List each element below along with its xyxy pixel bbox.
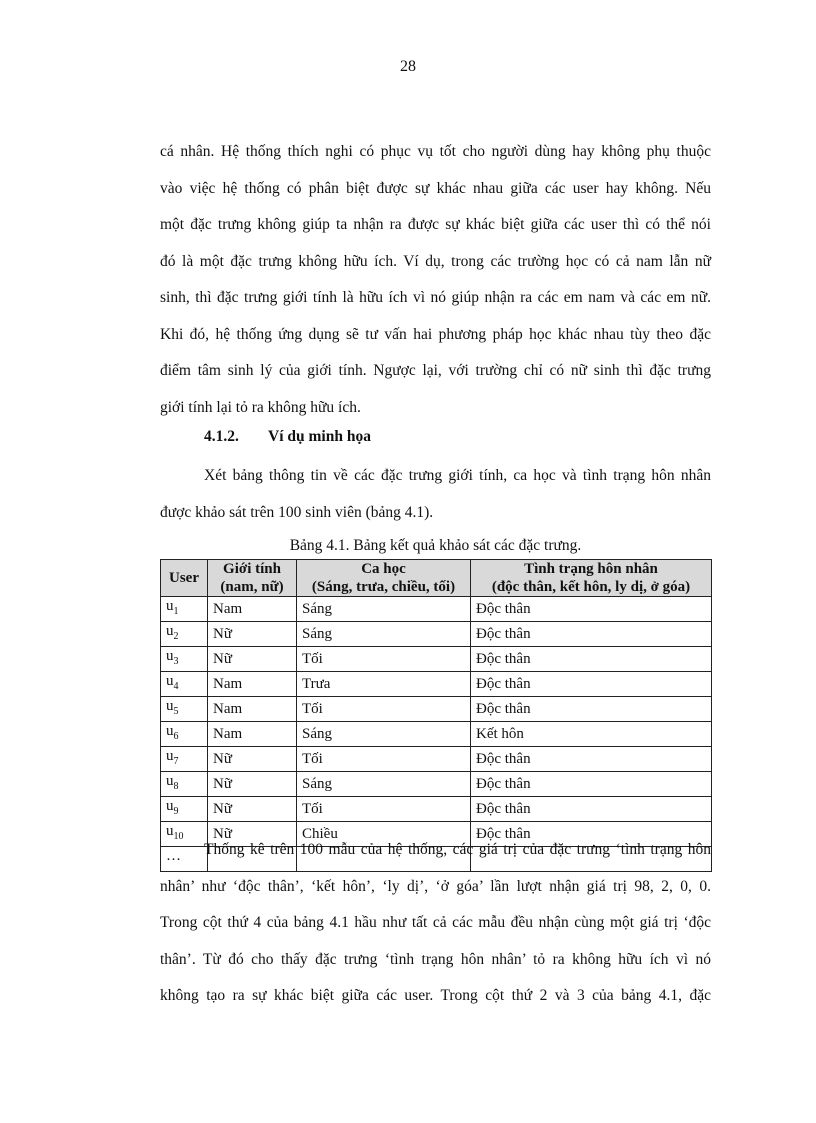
cell-user: $u_6$ xyxy=(161,722,208,747)
cell-user: $u_5$ xyxy=(161,697,208,722)
table-row xyxy=(161,647,712,672)
table-row xyxy=(161,747,712,772)
cell-marital-status: Độc thân xyxy=(471,622,712,647)
paragraph-1 xyxy=(160,134,711,426)
text-line: Khi đó, hệ thống ứng dụng sẽ tư vấn hai phương pháp học khác nhau tùy theo đặc xyxy=(160,325,711,343)
text-line: sinh, thì đặc trưng giới tính là hữu ích vì nó giúp nhận ra các em nam và các em nữ. xyxy=(160,289,711,306)
section-heading xyxy=(204,428,371,446)
cell-shift: Sáng xyxy=(297,772,471,797)
cell-gender: Nam xyxy=(208,722,297,747)
cell-user: $u_3$ xyxy=(161,647,208,672)
text-line: không tạo ra sự khác biệt giữa các user. Trong cột thứ 2 và 3 của bảng 4.1, đặc xyxy=(160,987,711,1004)
header-user: User xyxy=(161,560,208,597)
cell-gender: Nữ xyxy=(208,647,297,672)
cell-user: $u_4$ xyxy=(161,672,208,697)
cell-marital-status: Kết hôn xyxy=(471,722,712,747)
header-shift: Ca học (Sáng, trưa, chiều, tối) xyxy=(297,560,471,597)
cell-shift: Tối xyxy=(297,797,471,822)
table-row xyxy=(161,797,712,822)
table-row xyxy=(161,722,712,747)
cell-shift: Sáng xyxy=(297,622,471,647)
cell-user: … xyxy=(161,847,208,872)
table-row xyxy=(161,772,712,797)
text-line: đó là một đặc trưng không hữu ích. Ví dụ, trong các trường học có cả nam lẫn nữ xyxy=(160,252,711,270)
table-header-row xyxy=(161,560,712,597)
header-marital-status: Tình trạng hôn nhân (độc thân, kết hôn, ly dị, ở góa) xyxy=(471,560,712,597)
text-line: giới tính lại tỏ ra không hữu ích. xyxy=(160,398,361,416)
paragraph-2 xyxy=(160,458,711,531)
cell-user: $u_7$ xyxy=(161,747,208,772)
cell-user: $u_2$ xyxy=(161,622,208,647)
survey-table xyxy=(160,559,712,872)
cell-gender: Nữ xyxy=(208,797,297,822)
cell-marital-status: Độc thân xyxy=(471,822,712,847)
text-line: Xét bảng thông tin về các đặc trưng giới tính, ca học và tình trạng hôn nhân xyxy=(204,467,711,484)
section-number: 4.1.2. xyxy=(204,428,239,445)
page-number: 28 xyxy=(400,58,416,75)
cell-user: $u_9$ xyxy=(161,797,208,822)
text-line: cá nhân. Hệ thống thích nghi có phục vụ tốt cho người dùng hay không phụ thuộc xyxy=(160,143,711,160)
table-row xyxy=(161,672,712,697)
cell-user: $u_1$ xyxy=(161,597,208,622)
cell-shift: Sáng xyxy=(297,722,471,747)
text-line: vào việc hệ thống có phân biệt được sự khác nhau giữa các user hay không. Nếu xyxy=(160,179,711,197)
cell-shift: Tối xyxy=(297,747,471,772)
text-line: thân’. Từ đó cho thấy đặc trưng ‘tình trạng hôn nhân’ tỏ ra không hữu ích vì nó xyxy=(160,950,711,968)
cell-user: $u_8$ xyxy=(161,772,208,797)
cell-marital-status: Độc thân xyxy=(471,797,712,822)
cell-marital-status: Độc thân xyxy=(471,697,712,722)
cell-gender: Nữ xyxy=(208,772,297,797)
cell-marital-status: Độc thân xyxy=(471,747,712,772)
text-line: được khảo sát trên 100 sinh viên (bảng 4.1). xyxy=(160,503,434,521)
cell-user: $u_{10}$ xyxy=(161,822,208,847)
cell-shift: Trưa xyxy=(297,672,471,697)
header-gender: Giới tính (nam, nữ) xyxy=(208,560,297,597)
cell-shift: Chiều xyxy=(297,822,471,847)
text-line: Thống kê trên 100 mẫu của hệ thống, các giá trị của đặc trưng ‘tình trạng hôn xyxy=(204,841,711,858)
section-title: Ví dụ minh họa xyxy=(268,428,371,445)
text-line: điểm tâm sinh lý của giới tính. Ngược lại, với trường chỉ có nữ sinh thì đặc trưng xyxy=(160,362,711,379)
cell-gender: Nam xyxy=(208,697,297,722)
cell-shift: Tối xyxy=(297,697,471,722)
cell-marital-status: Độc thân xyxy=(471,672,712,697)
cell-marital-status: Độc thân xyxy=(471,647,712,672)
table-row xyxy=(161,597,712,622)
cell-marital-status: Độc thân xyxy=(471,597,712,622)
text-line: nhân’ như ‘độc thân’, ‘kết hôn’, ‘ly dị’, ‘ở góa’ lần lượt nhận giá trị 98, 2, 0, 0. xyxy=(160,877,711,895)
cell-shift: Sáng xyxy=(297,597,471,622)
cell-gender: Nữ xyxy=(208,622,297,647)
cell-marital-status: Độc thân xyxy=(471,772,712,797)
text-line: Trong cột thứ 4 của bảng 4.1 hầu như tất cả các mẫu đều nhận cùng một giá trị ‘độc xyxy=(160,914,711,931)
text-line: một đặc trưng không giúp ta nhận ra được sự khác biệt giữa các user thì có thể nói xyxy=(160,216,711,233)
cell-gender: Nữ xyxy=(208,747,297,772)
table-row xyxy=(161,622,712,647)
cell-gender: Nữ xyxy=(208,822,297,847)
paragraph-3 xyxy=(160,832,711,1015)
cell-gender: Nam xyxy=(208,672,297,697)
table-row xyxy=(161,697,712,722)
cell-gender: Nam xyxy=(208,597,297,622)
cell-shift: Tối xyxy=(297,647,471,672)
table-caption: Bảng 4.1. Bảng kết quả khảo sát các đặc trưng. xyxy=(289,537,582,554)
